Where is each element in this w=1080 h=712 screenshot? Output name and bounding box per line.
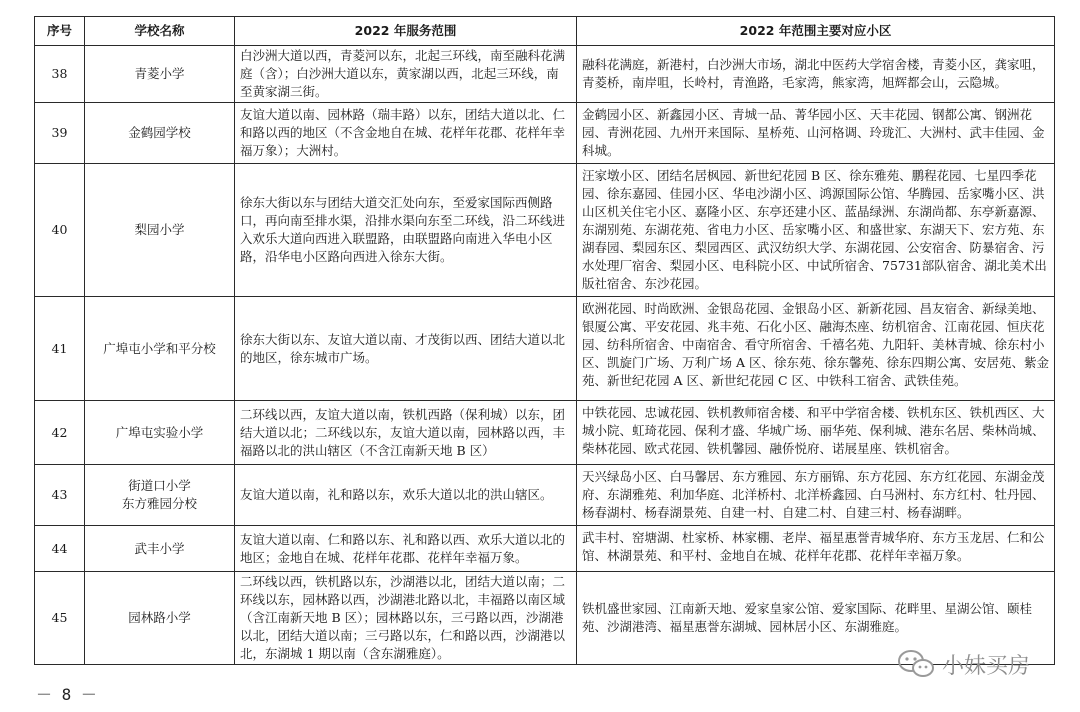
school-name xyxy=(85,103,235,164)
table-row xyxy=(35,46,1055,103)
service-range: 徐东大街以东与团结大道交汇处向东，至爱家国际西侧路口，再向南至排水渠，沿排水渠向东至二环线，沿二环线进入欢乐大道向西进入联盟路，由联盟路向南进入华电小区路，沿华电小区路向西进入徐东大街。 xyxy=(235,164,577,297)
header-service-range: 2022 年服务范围 xyxy=(235,17,577,46)
row-number: 41 xyxy=(35,297,85,401)
header-school-name: 学校名称 xyxy=(85,17,235,46)
residential-areas: 中铁花园、忠诚花园、铁机教师宿舍楼、和平中学宿舍楼、铁机东区、铁机西区、大城小院、虹琦花园、保利才盛、华城广场、丽华苑、保利城、港东名居、柴林尚城、柴林花园、欧式花园、铁机馨园、融侨悦府、诺展星座、铁机宿舍。 xyxy=(577,401,1055,465)
school-name xyxy=(85,465,235,526)
residential-areas: 天兴绿岛小区、白马馨居、东方雅园、东方丽锦、东方花园、东方红花园、东湖金茂府、东湖雅苑、利加华庭、北洋桥村、北洋桥鑫园、白马洲村、东方红村、牡丹园、杨春湖村、杨春湖景苑、自建一村、自建二村、自建三村、杨春湖畔。 xyxy=(577,465,1055,526)
watermark-text: 小妹买房 xyxy=(942,653,1031,679)
service-range: 友谊大道以南、仁和路以东、礼和路以西、欢乐大道以北的地区；金地自在城、花样年花郡、花样年幸福万象。 xyxy=(235,526,577,572)
row-number: 38 xyxy=(35,46,85,103)
school-name-line: 园林路小学 xyxy=(128,610,191,625)
service-range: 友谊大道以南，礼和路以东，欢乐大道以北的洪山辖区。 xyxy=(235,465,577,526)
table-row xyxy=(35,164,1055,297)
school-name-line: 青菱小学 xyxy=(134,66,185,81)
table-row xyxy=(35,465,1055,526)
school-name xyxy=(85,164,235,297)
school-name xyxy=(85,297,235,401)
table-header-row xyxy=(35,17,1055,46)
table-row xyxy=(35,103,1055,164)
table-row xyxy=(35,401,1055,465)
school-name-line: 金鹤园学校 xyxy=(128,125,191,140)
service-range: 友谊大道以南、园林路（瑞丰路）以东，团结大道以北、仁和路以西的地区（不含金地自在城、花样年花郡、花样年幸福万象）；大洲村。 xyxy=(235,103,577,164)
watermark xyxy=(896,644,1030,684)
school-name-line: 东方雅园分校 xyxy=(121,496,197,511)
row-number: 40 xyxy=(35,164,85,297)
residential-areas: 汪家墩小区、团结名居枫园、新世纪花园 B 区、徐东雅苑、鹏程花园、七星四季花园、徐东嘉园、佳园小区、华电沙湖小区、鸿源国际公馆、华腾园、岳家嘴小区、洪山区机关住宅小区、嘉隆小区、东亭还建小区、蓝晶绿洲、东湖尚都、东亭新嘉源、东湖别苑、东湖花苑、省电力小区、岳家嘴小区、和盛世家、东湖天下、宏方苑、东湖春园、梨园东区、梨园西区、武汉纺织大学、东湖花园、公安宿舍、防暴宿舍、污水处理厂宿舍、梨园小区、电科院小区、中试所宿舍、75731部队宿舍、湖北美术出版社宿舍、东沙花园。 xyxy=(577,164,1055,297)
service-range: 白沙洲大道以西，青菱河以东，北起三环线，南至融科花满庭（含）；白沙洲大道以东，黄家湖以西，北起三环线，南至黄家湖三街。 xyxy=(235,46,577,103)
service-range: 二环线以西，铁机路以东，沙湖港以北，团结大道以南；二环线以东，园林路以西，沙湖港北路以北，丰福路以南区域（含江南新天地 B 区）；园林路以东，三弓路以西，沙湖港以北，团结大道以南；三弓路以东，仁和路以西，沙湖港以北，东湖城 1 期以南（含东湖雅庭）。 xyxy=(235,572,577,665)
service-range: 徐东大街以东、友谊大道以南、才茂街以西、团结大道以北的地区，徐东城市广场。 xyxy=(235,297,577,401)
residential-areas: 武丰村、窑塘湖、杜家桥、林家棚、老岸、福星惠誉青城华府、东方玉龙居、仁和公馆、林湖景苑、和平村、金地自在城、花样年花郡、花样年幸福万象。 xyxy=(577,526,1055,572)
table-row xyxy=(35,297,1055,401)
school-name-line: 广埠屯小学和平分校 xyxy=(103,340,216,356)
school-name xyxy=(85,572,235,665)
residential-areas: 金鹤园小区、新鑫园小区、青城一品、菁华园小区、天丰花园、钢都公寓、钢洲花园、青洲花园、九州开来国际、星桥苑、山河格调、玲珑汇、大洲村、武丰佳园、金科城。 xyxy=(577,103,1055,164)
row-number: 44 xyxy=(35,526,85,572)
school-district-table xyxy=(34,16,1055,665)
header-residential-areas: 2022 年范围主要对应小区 xyxy=(577,17,1055,46)
table-row xyxy=(35,526,1055,572)
page-number: － 8 － xyxy=(36,685,97,704)
residential-areas: 欧洲花园、时尚欧洲、金银岛花园、金银岛小区、新新花园、昌友宿舍、新绿美地、银厦公寓、平安花园、兆丰苑、石化小区、融海杰座、纺机宿舍、江南花园、恒庆花园、纺科所宿舍、中南宿舍、看守所宿舍、千禧名苑、九阳轩、美林青城、徐东村小区、凯旋门广场、万利广场 A 区、徐东苑、徐东馨苑、徐东四期公寓、安居苑、紫金苑、新世纪花园 A 区、新世纪花园 C 区、中铁科工宿舍、武铁佳苑。 xyxy=(577,297,1055,401)
school-name xyxy=(85,401,235,465)
school-name-line: 广埠屯实验小学 xyxy=(115,424,204,440)
residential-areas: 融科花满庭，新港村，白沙洲大市场，湖北中医药大学宿舍楼，青菱小区，龚家咀，青菱桥，南岸咀，长岭村，青渔路，毛家湾，熊家湾，旭辉都会山，云隐城。 xyxy=(577,46,1055,103)
row-number: 42 xyxy=(35,401,85,465)
school-name-line: 梨园小学 xyxy=(134,222,185,237)
residential-areas: 铁机盛世家园、江南新天地、爱家皇家公馆、爱家国际、花畔里、星湖公馆、颐桂苑、沙湖港湾、福星惠誉东湖城、园林居小区、东湖雅庭。 xyxy=(577,572,1055,665)
school-name xyxy=(85,46,235,103)
row-number: 39 xyxy=(35,103,85,164)
school-name-line: 街道口小学 xyxy=(128,478,191,493)
row-number: 43 xyxy=(35,465,85,526)
service-range: 二环线以西，友谊大道以南，铁机西路（保利城）以东，团结大道以北；二环线以东，友谊大道以南，园林路以西，丰福路以北的洪山辖区（不含江南新天地 B 区） xyxy=(235,401,577,465)
school-name-line: 武丰小学 xyxy=(134,540,185,556)
row-number: 45 xyxy=(35,572,85,665)
header-number: 序号 xyxy=(35,17,85,46)
wechat-logo-icon xyxy=(896,648,936,680)
school-name xyxy=(85,526,235,572)
